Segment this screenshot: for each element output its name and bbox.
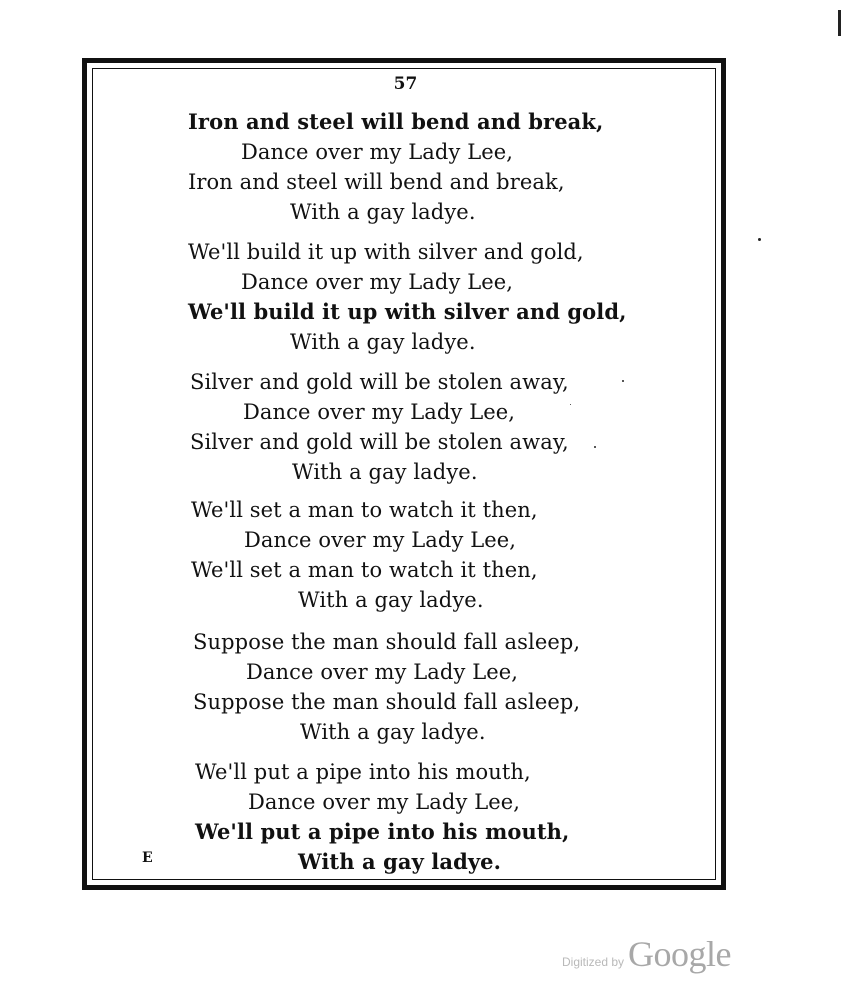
poem-line: We'll build it up with silver and gold, [188, 240, 584, 264]
poem-line: Suppose the man should fall asleep, [193, 630, 581, 654]
poem-line: We'll put a pipe into his mouth, [195, 760, 531, 784]
scan-speck [758, 238, 761, 241]
poem-line: Iron and steel will bend and break, [188, 109, 604, 134]
poem-line: With a gay ladye. [300, 720, 486, 744]
poem-line: We'll set a man to watch it then, [191, 498, 538, 522]
poem-line: Iron and steel will bend and break, [188, 170, 565, 194]
poem-line: We'll build it up with silver and gold, [188, 299, 627, 324]
poem-line: With a gay ladye. [290, 200, 476, 224]
watermark-prefix: Digitized by [562, 955, 625, 969]
scan-speck [594, 446, 596, 448]
signature-mark: E [142, 850, 153, 866]
google-logo-text: Google [628, 934, 732, 974]
poem-line: Dance over my Lady Lee, [241, 140, 514, 164]
poem-line: With a gay ladye. [292, 460, 478, 484]
poem-line: With a gay ladye. [298, 588, 484, 612]
digitized-by-google-watermark [562, 933, 731, 975]
poem-line: Silver and gold will be stolen away, [190, 370, 569, 394]
scan-speck [622, 380, 624, 382]
page-number: 57 [393, 74, 418, 94]
scan-speck [570, 404, 571, 405]
poem-line: We'll set a man to watch it then, [191, 558, 538, 582]
poem-line: Suppose the man should fall asleep, [193, 690, 581, 714]
corner-scan-mark [838, 10, 841, 36]
poem-line: Dance over my Lady Lee, [246, 660, 519, 684]
poem-line: With a gay ladye. [298, 849, 502, 874]
poem-line: With a gay ladye. [290, 330, 476, 354]
poem-line: We'll put a pipe into his mouth, [195, 819, 570, 844]
poem-line: Silver and gold will be stolen away, [190, 430, 569, 454]
poem-line: Dance over my Lady Lee, [241, 270, 514, 294]
poem-line: Dance over my Lady Lee, [244, 528, 517, 552]
poem-line: Dance over my Lady Lee, [243, 400, 516, 424]
poem-line: Dance over my Lady Lee, [248, 790, 521, 814]
